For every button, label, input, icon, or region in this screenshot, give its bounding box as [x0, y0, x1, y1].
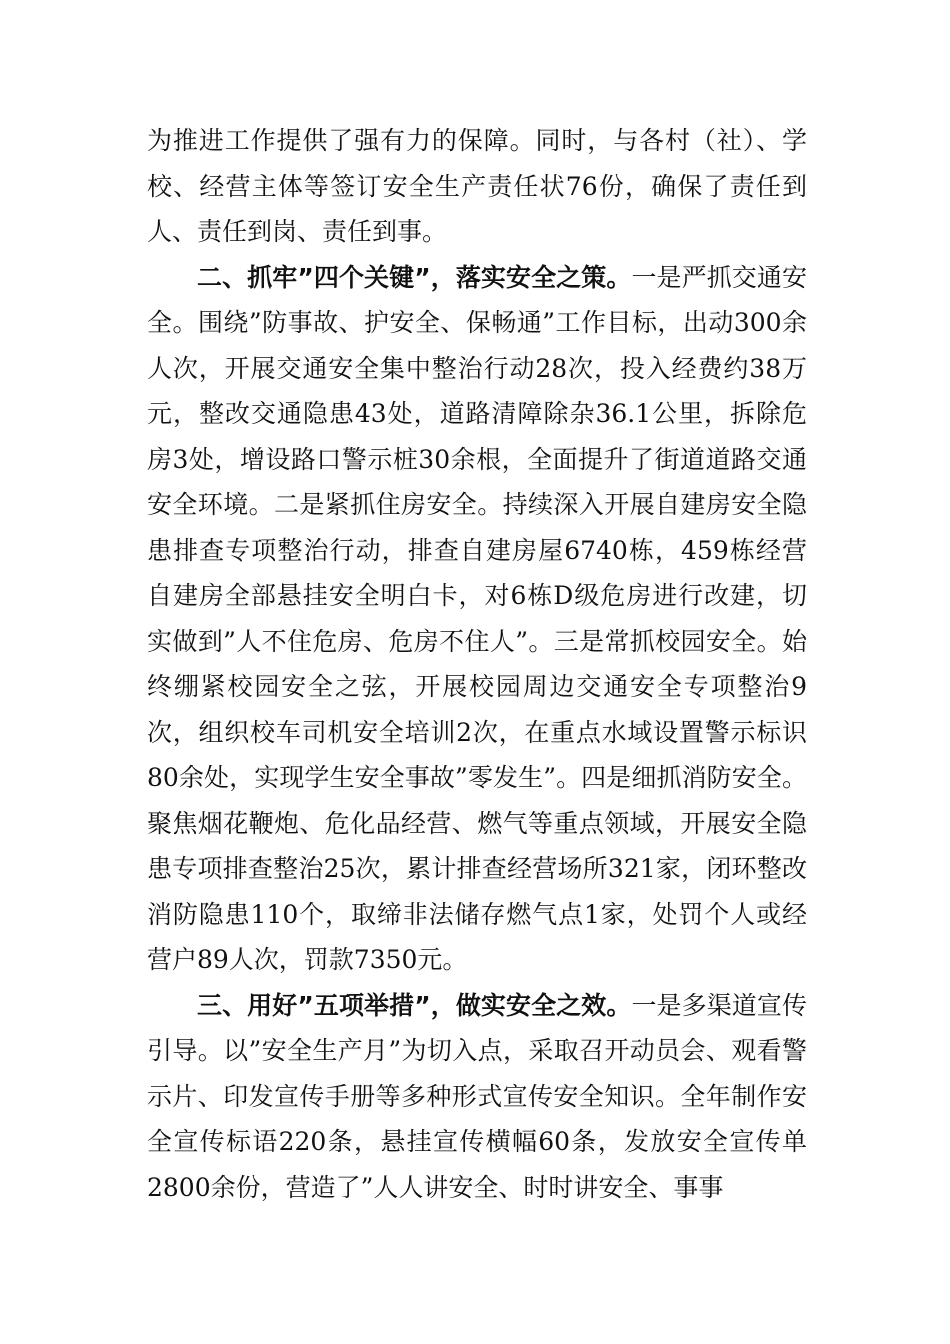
paragraph-continuation: [147, 118, 807, 255]
document-body: [147, 118, 807, 1210]
paragraph-text: 一是多渠道宣传引导。以”安全生产月”为切入点，采取召开动员会、观看警示片、印发宣传手册等多种形式宣传安全知识。全年制作安全宣传标语220条，悬挂宣传横幅60条，发放安全宣传单2800余份，营造了”人人讲安全、时时讲安全、事事: [147, 990, 807, 1202]
paragraph-text: 为推进工作提供了强有力的保障。同时，与各村（社）、学校、经营主体等签订安全生产责任状76份，确保了责任到人、责任到岗、责任到事。: [147, 126, 807, 246]
section-heading: 三、用好”五项举措”，做实安全之效。: [197, 990, 632, 1020]
paragraph-section-three: [147, 983, 807, 1211]
paragraph-text: 一是严抓交通安全。围绕”防事故、护安全、保畅通”工作目标，出动300余人次，开展交通安全集中整治行动28次，投入经费约38万元，整改交通隐患43处，道路清障除杂36.1公里，拆除危房3处，增设路口警示桩30余根，全面提升了街道道路交通安全环境。二是紧抓住房安全。持续深入开展自建房安全隐患排查专项整治行动，排查自建房屋6740栋，459栋经营自建房全部悬挂安全明白卡，对6栋D级危房进行改建，切实做到”人不住危房、危房不住人”。三是常抓校园安全。始终绷紧校园安全之弦，开展校园周边交通安全专项整治9次，组织校车司机安全培训2次，在重点水域设置警示标识80余处，实现学生安全事故”零发生”。四是细抓消防安全。聚焦烟花鞭炮、危化品经营、燃气等重点领域，开展安全隐患专项排查整治25次，累计排查经营场所321家，闭环整改消防隐患110个，取缔非法储存燃气点1家，处罚个人或经营户89人次，罚款7350元。: [147, 262, 807, 974]
paragraph-section-two: [147, 255, 807, 983]
section-heading: 二、抓牢”四个关键”，落实安全之策。: [197, 262, 632, 292]
